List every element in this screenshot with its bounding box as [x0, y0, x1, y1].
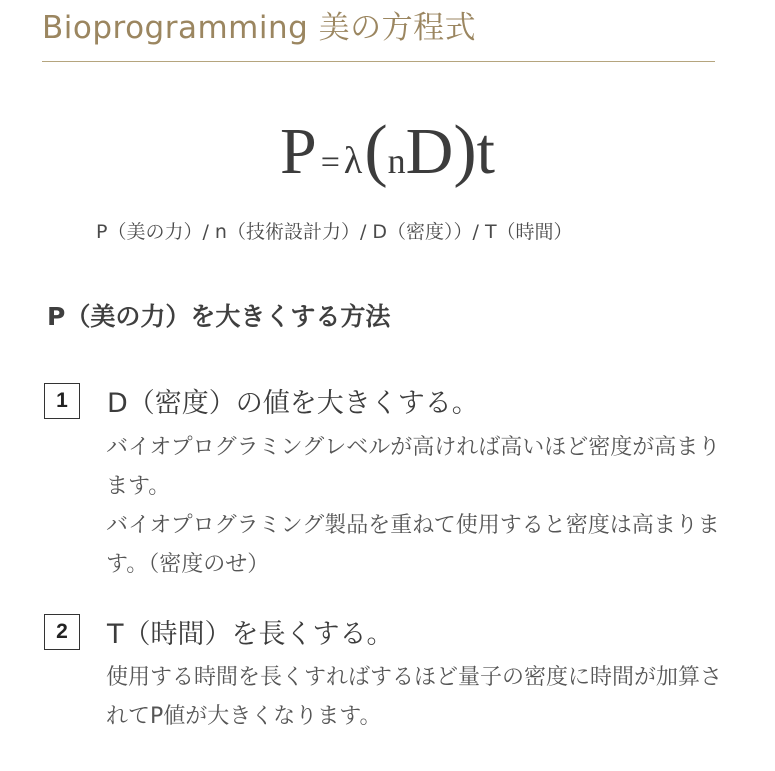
formula-legend: P（美の力）/ n（技術設計力）/ D（密度））/ T（時間） [96, 221, 573, 243]
formula-equals: = [320, 144, 340, 181]
item-paragraph: バイオプログラミング製品を重ねて使用すると密度は高まります。（密度のせ） [106, 513, 720, 577]
item-number-badge: 1 [44, 383, 80, 419]
item-description [106, 428, 731, 584]
formula-d: D [405, 115, 454, 188]
title-divider [42, 61, 715, 62]
beauty-formula [0, 112, 775, 189]
item-paragraph: バイオプログラミングレベルが高ければ高いほど密度が高まります。 [106, 435, 721, 499]
formula-open-paren: ( [364, 112, 388, 189]
page-title: Bioprogramming 美の方程式 [42, 10, 477, 46]
formula-close-paren: ) [453, 112, 477, 189]
formula-p: P [280, 115, 317, 188]
formula-n: n [387, 141, 406, 181]
formula-t: t [476, 115, 495, 188]
section-heading: P（美の力）を大きくする方法 [47, 302, 391, 331]
item-description [106, 658, 731, 736]
item-paragraph: 使用する時間を長くすればするほど量子の密度に時間が加算されてP値が大きくなります。 [106, 665, 723, 729]
formula-lambda: λ [343, 140, 363, 182]
item-title: T（時間）を長くする。 [107, 619, 394, 650]
item-title: D（密度）の値を大きくする。 [107, 388, 479, 419]
item-number-badge: 2 [44, 614, 80, 650]
